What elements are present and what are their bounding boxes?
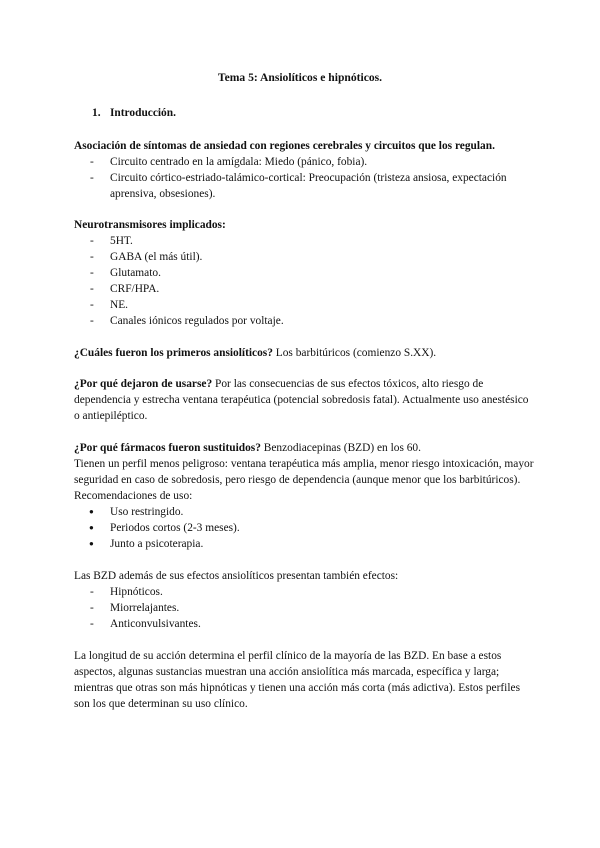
list-item: - Anticonvulsivantes.: [74, 616, 534, 632]
section-label: Introducción.: [110, 107, 176, 119]
list-item: ● Junto a psicoterapia.: [74, 536, 534, 552]
asociacion-block: [74, 138, 534, 202]
bzd-block: [74, 568, 534, 632]
list-item: - Miorrelajantes.: [74, 600, 534, 616]
list-item: ● Periodos cortos (2-3 meses).: [74, 520, 534, 536]
q3-block: [74, 440, 534, 552]
q2-answer: Por las consecuencias de sus efectos tóxicos, alto riesgo de dependencia y estrecha ventana terapéutica (potencial sobredosis fatal). Actualmente uso anestésico o antiepiléptico.: [74, 378, 529, 422]
list-item: - Circuito córtico-estriado-talámico-cortical: Preocupación (tristeza ansiosa, expectación aprensiva, obsesiones).: [74, 170, 534, 202]
section-number: 1.: [92, 107, 101, 119]
asociacion-heading: Asociación de síntomas de ansiedad con regiones cerebrales y circuitos que los regulan.: [74, 140, 495, 152]
q2-paragraph: [74, 376, 534, 424]
q3-question: ¿Por qué fármacos fueron sustituidos?: [74, 442, 261, 454]
asociacion-list: [74, 154, 534, 202]
bzd-intro: Las BZD además de sus efectos ansiolíticos presentan también efectos:: [74, 570, 399, 582]
final-text: La longitud de su acción determina el perfil clínico de la mayoría de las BZD. En base a estos aspectos, algunas sustancias muestran una acción ansiolítica más marcada, específica y larga; mientras que otras son más hipnóticas y tienen una acción más corta (más adictiva). Estos perfiles son los que determinan su uso clínico.: [74, 650, 520, 710]
q1-answer: Los barbitúricos (comienzo S.XX).: [272, 347, 437, 359]
recomendaciones-list: [74, 504, 534, 552]
list-item: - Hipnóticos.: [74, 584, 534, 600]
document-title: Tema 5: Ansiolíticos e hipnóticos.: [217, 71, 383, 84]
list-item: - Circuito centrado en la amígdala: Miedo (pánico, fobia).: [74, 154, 534, 170]
neuro-list: [74, 233, 534, 329]
list-item: - CRF/HPA.: [74, 281, 534, 297]
neurotransmisores-block: [74, 217, 534, 329]
q1-paragraph: [74, 345, 534, 361]
list-item: ● Uso restringido.: [74, 504, 534, 520]
final-paragraph: [74, 648, 534, 712]
list-item: - Glutamato.: [74, 265, 534, 281]
q3-answer: Benzodiacepinas (BZD) en los 60.: [260, 442, 421, 454]
q1-question: ¿Cuáles fueron los primeros ansiolíticos?: [74, 347, 273, 359]
q2-question: ¿Por qué dejaron de usarse?: [74, 378, 213, 390]
list-item: - Canales iónicos regulados por voltaje.: [74, 313, 534, 329]
q3-text: Tienen un perfil menos peligroso: ventana terapéutica más amplia, menor riesgo intoxicación, mayor seguridad en caso de sobredosis, pero riesgo de dependencia (aunque menor que los barbitúricos). Recomendaciones de uso:: [74, 458, 534, 502]
section-heading-introduccion: [74, 105, 534, 121]
bzd-effects-list: [74, 584, 534, 632]
list-item: - GABA (el más útil).: [74, 249, 534, 265]
list-item: - 5HT.: [74, 233, 534, 249]
neuro-heading: Neurotransmisores implicados:: [74, 219, 226, 231]
list-item: - NE.: [74, 297, 534, 313]
